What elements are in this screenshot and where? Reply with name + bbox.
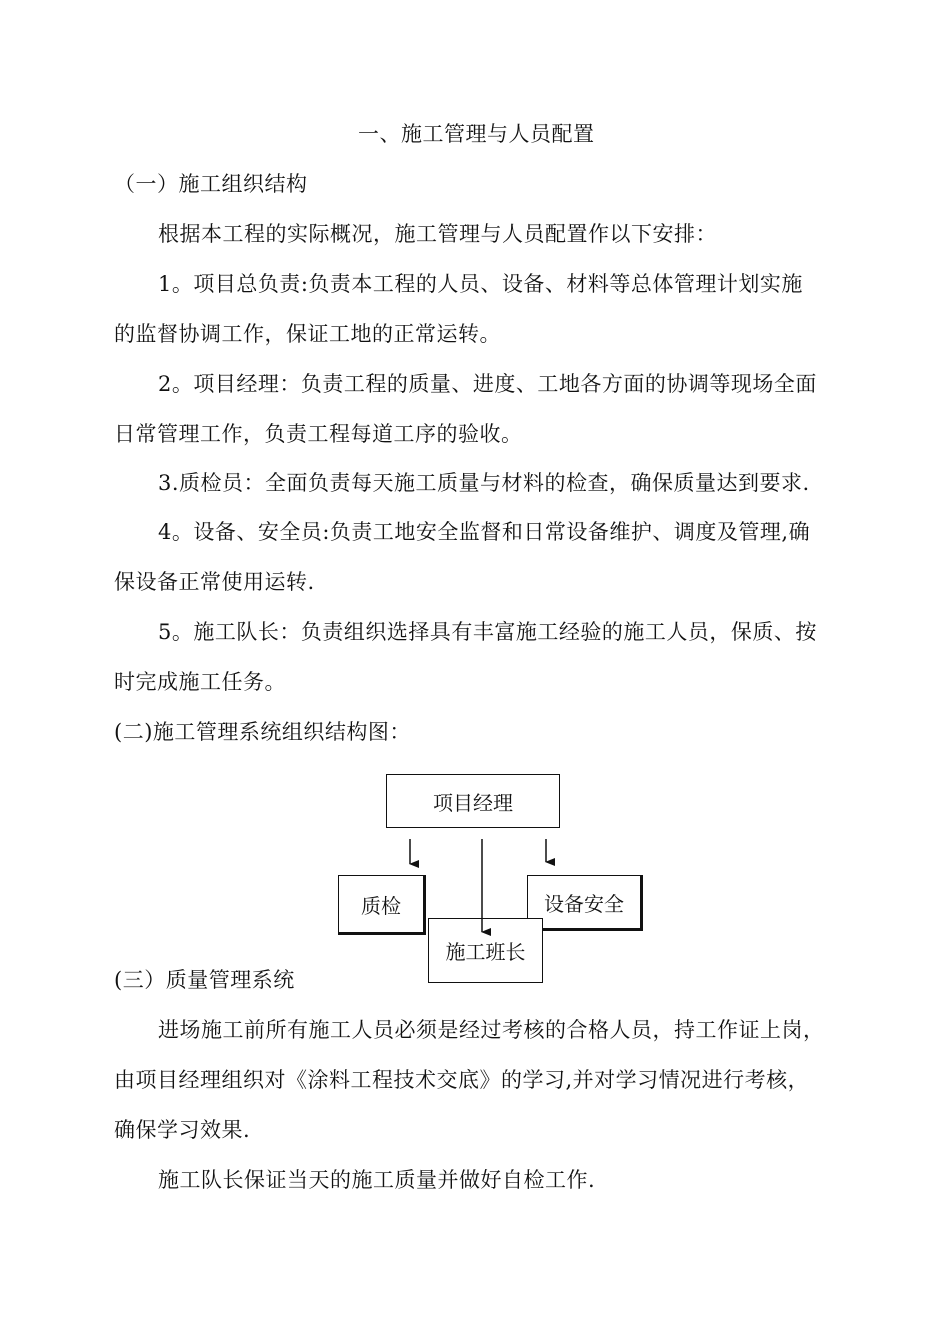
section3-p1-line-3: 确保学习效果. [114,1118,251,1142]
section-heading-1: （一）施工组织结构 [114,172,308,196]
node-project-manager-label: 项目经理 [433,790,513,815]
section-heading-2: (二)施工管理系统组织结构图： [114,720,411,744]
item-1-line-1: 1。项目总负责:负责本工程的人员、设备、材料等总体管理计划实施 [158,272,803,296]
paragraph-intro: 根据本工程的实际概况，施工管理与人员配置作以下安排： [158,222,717,246]
item-3-line-1: 3.质检员：全面负责每天施工质量与材料的检查，确保质量达到要求. [158,471,810,495]
item-2-line-1: 2。项目经理：负责工程的质量、进度、工地各方面的协调等现场全面 [158,372,817,396]
item-1-line-2: 的监督协调工作，保证工地的正常运转。 [114,322,501,346]
node-equipment-safety-label: 设备安全 [544,891,624,916]
item-4-line-2: 保设备正常使用运转. [114,570,315,594]
item-4-line-1: 4。设备、安全员:负责工地安全监督和日常设备维护、调度及管理,确 [158,520,811,544]
section3-p1-line-2: 由项目经理组织对《涂料工程技术交底》的学习,并对学习情况进行考核， [114,1068,810,1092]
item-5-line-1: 5。施工队长：负责组织选择具有丰富施工经验的施工人员，保质、按 [158,620,817,644]
item-2-line-2: 日常管理工作，负责工程每道工序的验收。 [114,422,523,446]
node-quality-label: 质检 [361,893,401,918]
page-title: 一、施工管理与人员配置 [358,122,595,146]
item-5-line-2: 时完成施工任务。 [114,670,286,694]
section3-p2: 施工队长保证当天的施工质量并做好自检工作. [158,1168,596,1192]
section3-p1-line-1: 进场施工前所有施工人员必须是经过考核的合格人员，持工作证上岗， [158,1018,825,1042]
node-crew-leader-label: 施工班长 [445,940,526,964]
section-heading-3: (三）质量管理系统 [114,968,295,992]
